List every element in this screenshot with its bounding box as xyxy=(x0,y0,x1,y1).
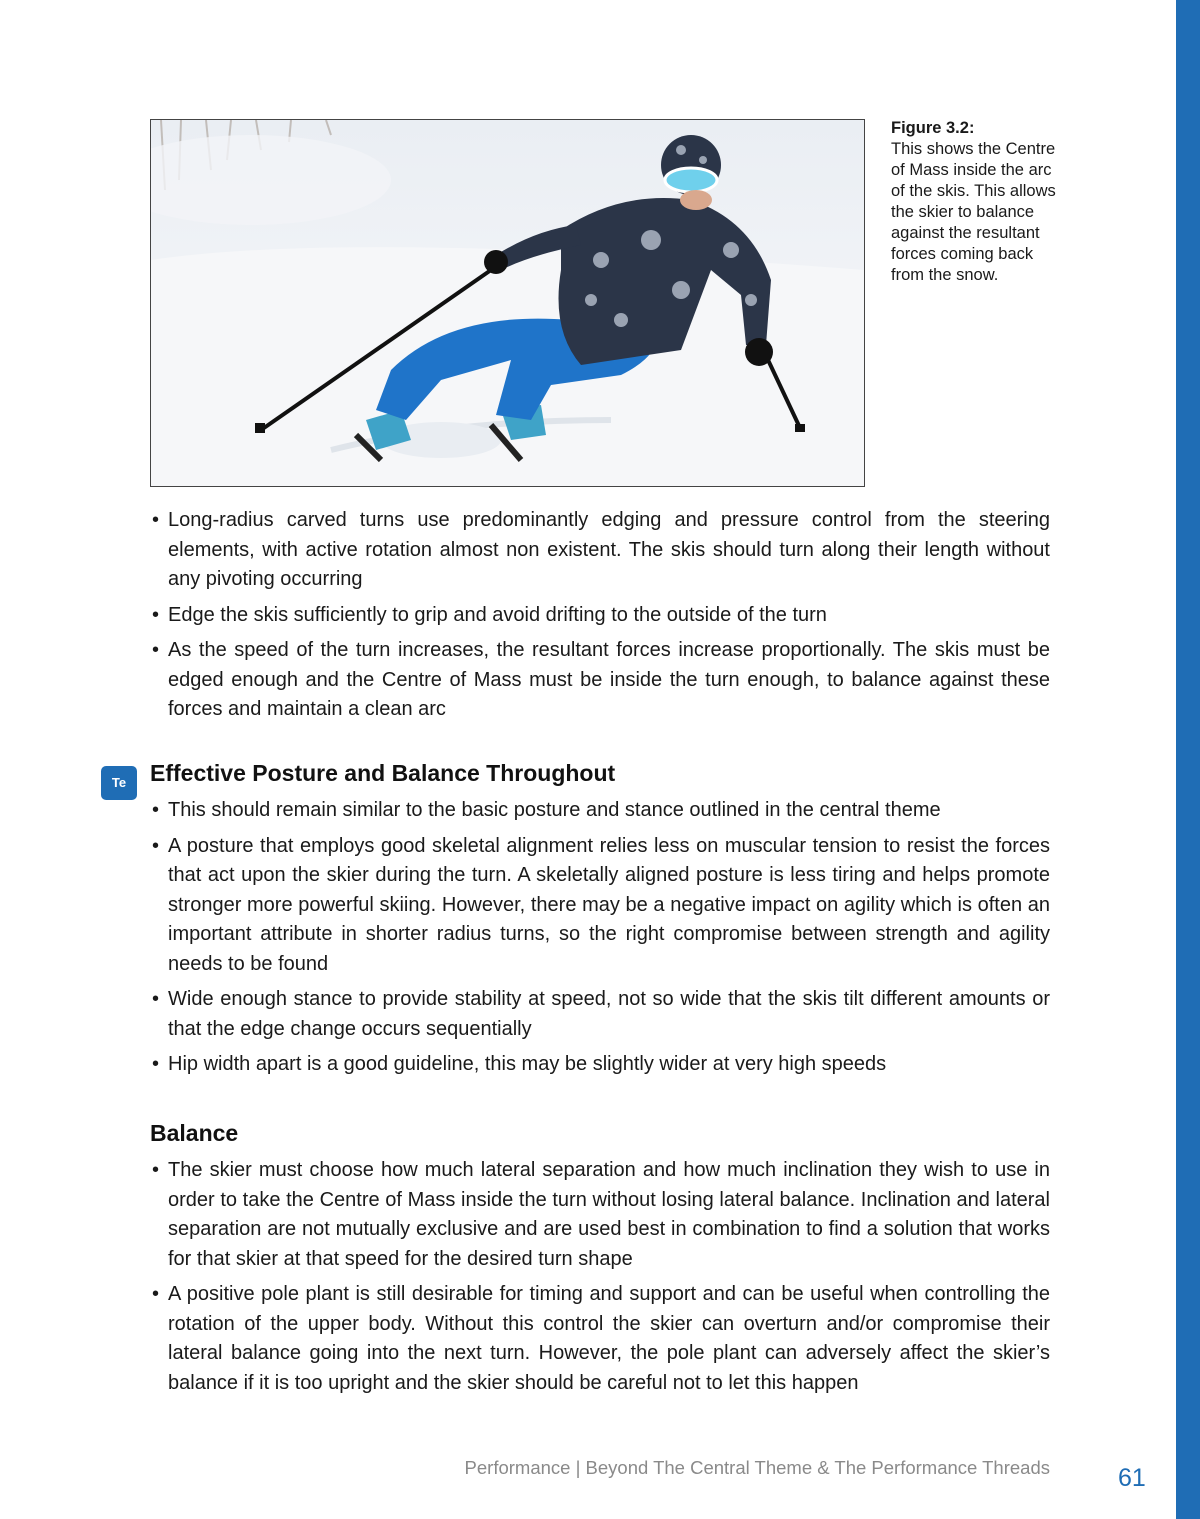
balance-section xyxy=(150,1118,1050,1404)
te-badge: Te xyxy=(101,766,137,800)
intro-bullet-list xyxy=(150,506,1050,725)
bullet-item: • Hip width apart is a good guideline, this may be slightly wider at very high speeds xyxy=(150,1050,1050,1080)
bullet-item: • Long-radius carved turns use predominantly edging and pressure control from the steering elements, with active rotation almost non existent. The skis should turn along their length without any pivoting occurring xyxy=(150,506,1050,595)
bullet-item: • The skier must choose how much lateral separation and how much inclination they wish to use in order to take the Centre of Mass inside the turn without losing lateral balance. Inclination and lateral separation are not mutually exclusive and are used best in combination to find a solution that works for that skier at that speed for the desired turn shape xyxy=(150,1156,1050,1274)
figure-caption-text: This shows the Centre of Mass inside the arc of the skis. This allows the skier to balance against the resultant forces coming back from the snow. xyxy=(891,140,1056,284)
figure-caption xyxy=(891,118,1066,286)
posture-section xyxy=(150,758,1050,1086)
running-footer: Performance | Beyond The Central Theme & The Performance Threads xyxy=(464,1457,1050,1478)
intro-section xyxy=(150,506,1050,731)
skier-photo xyxy=(150,119,865,487)
figure-caption-title: Figure 3.2: xyxy=(891,119,975,137)
skier-illustration xyxy=(151,120,864,486)
posture-bullet-list xyxy=(150,796,1050,1080)
bullet-item: • A positive pole plant is still desirable for timing and support and can be useful when controlling the rotation of the upper body. Without this control the skier can overturn and/or compromise their lateral balance going into the next turn. However, the pole plant can adversely affect the skier’s balance if it is too upright and the skier should be careful not to let this happen xyxy=(150,1280,1050,1398)
section-heading-posture: Effective Posture and Balance Throughout xyxy=(150,760,616,786)
bullet-item: • As the speed of the turn increases, the resultant forces increase proportionally. The skis must be edged enough and the Centre of Mass must be inside the turn enough, to balance against these forces and maintain a clean arc xyxy=(150,636,1050,725)
page-number: 61 xyxy=(1118,1464,1146,1492)
side-color-bar xyxy=(1176,0,1200,1519)
bullet-item: • This should remain similar to the basic posture and stance outlined in the central theme xyxy=(150,796,1050,826)
bullet-item: • Edge the skis sufficiently to grip and avoid drifting to the outside of the turn xyxy=(150,601,1050,631)
section-heading-balance: Balance xyxy=(150,1120,239,1146)
balance-bullet-list xyxy=(150,1156,1050,1398)
bullet-item: • A posture that employs good skeletal alignment relies less on muscular tension to resist the forces that act upon the skier during the turn. A skeletally aligned posture is less tiring and helps promote stronger more powerful skiing. However, there may be a negative impact on agility which is often an important attribute in shorter radius turns, so the right compromise between strength and agility needs to be found xyxy=(150,832,1050,980)
bullet-item: • Wide enough stance to provide stability at speed, not so wide that the skis tilt different amounts or that the edge change occurs sequentially xyxy=(150,985,1050,1044)
